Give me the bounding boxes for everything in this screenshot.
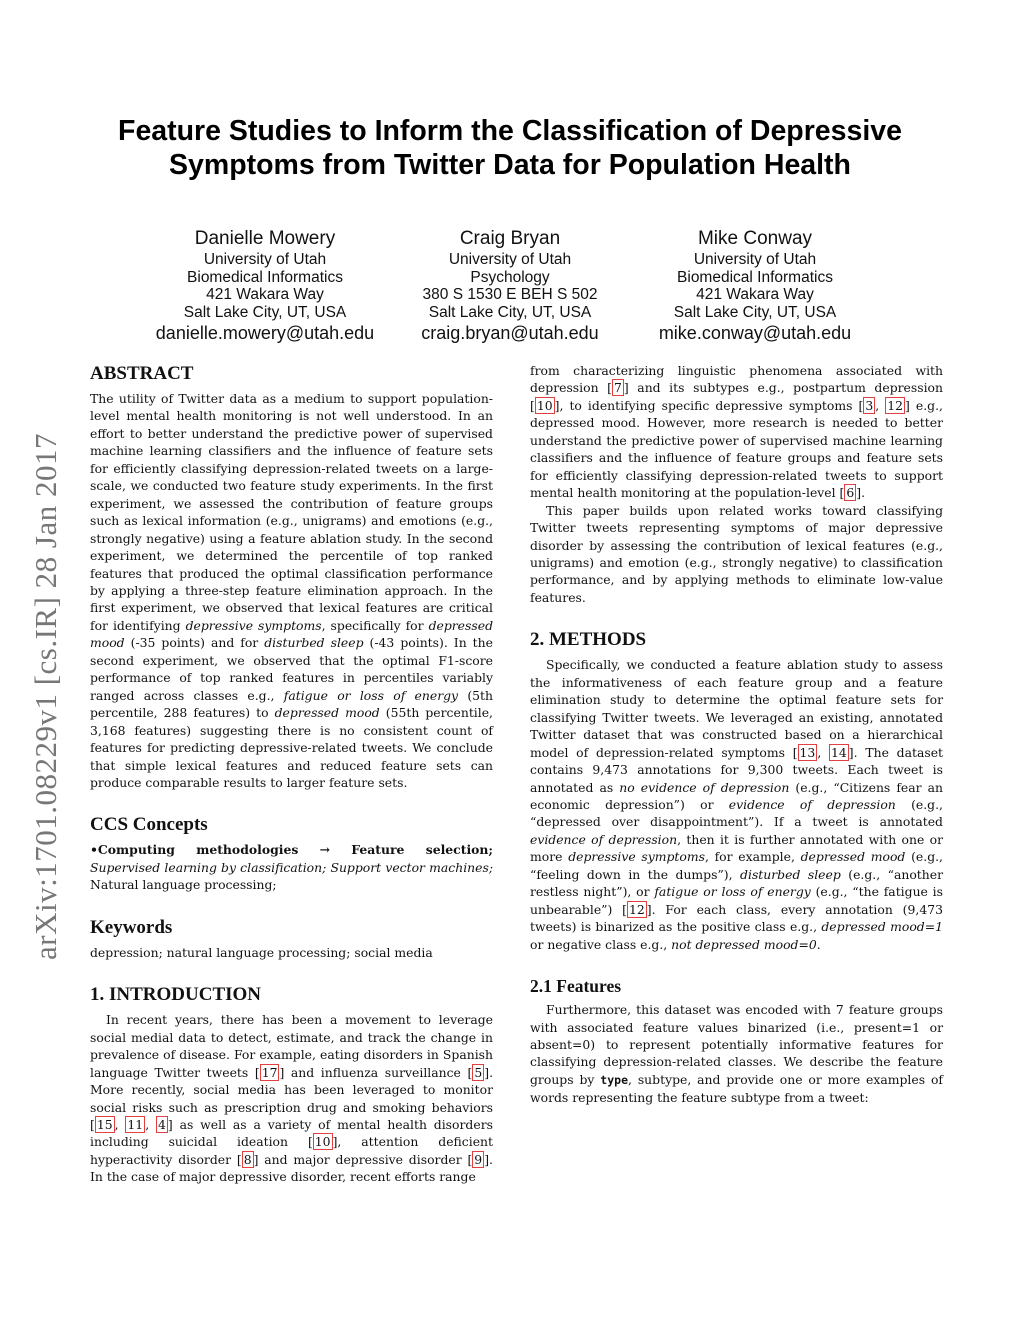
citation-link[interactable]: 12 [629, 901, 645, 917]
keywords-text: depression; natural language processing; social media [90, 944, 433, 960]
author-department: Psychology [470, 268, 550, 286]
ccs-text: •Computing methodologies → Feature selection; Supervised learning by classification; Support vector machines; Natural language processing; [90, 842, 493, 893]
methods-heading: 2. METHODS [530, 629, 647, 651]
left-column [90, 362, 493, 1186]
citation-link[interactable]: 5 [474, 1064, 483, 1080]
author-name: Danielle Mowery [194, 228, 336, 249]
citation-link[interactable]: 3 [865, 397, 874, 413]
author-university: University of Utah [693, 251, 817, 268]
citation-link[interactable]: 14 [831, 744, 847, 760]
author-street: 380 S 1530 E BEH S 502 [422, 286, 598, 303]
citation-link[interactable]: 8 [243, 1151, 252, 1167]
citation-link[interactable]: 11 [127, 1116, 144, 1132]
keywords-heading: Keywords [90, 916, 173, 938]
author-name: Mike Conway [697, 228, 813, 249]
citation-link[interactable]: 12 [887, 397, 904, 413]
right-column [530, 362, 943, 1107]
citation-link[interactable]: 9 [474, 1151, 483, 1167]
author-university: University of Utah [448, 251, 572, 268]
author-city: Salt Lake City, UT, USA [183, 303, 347, 321]
author-name: Craig Bryan [459, 228, 561, 249]
arxiv-identifier: arXiv:1701.08229v1 [cs.IR] 28 Jan 2017 [28, 433, 63, 960]
methods-text: Specifically, we conducted a feature ablation study to assess the informativeness of each feature group and a feature elimination study to determine the optimal feature sets for classifying Twitter tweets. We leveraged an existing, annotated Twitter dataset that was constructed based on a hierarchical model of depression-related symptoms [ 13 , 14 ]. The dataset contains 9,473 annotations for 9,300 tweets. Each tweet is annotated as no evidence of depression (e.g., “Citizens fear an economic depression”) or evidence of depression (e.g., “depressed over disappointment”). If a tweet is annotated evidence of depression, then it is further annotated with one or more depressive symptoms, for example, depressed mood (e.g., “feeling down in the dumps”), disturbed sleep (e.g., “another restless night”), or fatigue or loss of energy (e.g., “the fatigue is unbearable”) [ 12 ]. For each class, every annotation (9,473 tweets) is binarized as the positive class e.g., depressed mood=1 or negative class e.g., not depressed mood=0. [530, 657, 944, 952]
abstract-heading: ABSTRACT [90, 363, 194, 384]
introduction-text: In recent years, there has been a movement to leverage social medial data to detect, estimate, and track the change in prevalence of disease. For example, eating disorders in Spanish language Twitter tweets [ 17 ] and influenza surveillance [ 5 ]. More recently, social media has been leveraged to monitor social risks such as prescription drug and smoking behaviors [ 15 , 11 , 4 ] as well as a variety of mental health disorders including suicidal ideation [ 10 ], attention deficient hyperactivity disorder [ 8 ] and major depressive disorder [ 9 ]. In the case of major depressive disorder, recent efforts range [90, 1012, 494, 1185]
citation-link[interactable]: 10 [314, 1134, 331, 1150]
features-heading: 2.1 Features [530, 976, 622, 997]
citation-link[interactable]: 17 [261, 1064, 278, 1080]
ccs-heading: CCS Concepts [90, 814, 208, 836]
citation-link[interactable]: 10 [536, 397, 553, 413]
abstract-text: The utility of Twitter data as a medium to support population-level mental health monitoring is not well understood. In an effort to better understand the predictive power of supervised machine learning classifiers and the influence of feature sets for efficiently classifying depression-related tweets on a large-scale, we conducted two feature study experiments. In the first experiment, we assessed the contribution of feature groups such as lexical information (e.g., unigrams) and emotions (e.g., strongly negative) using a feature ablation study. In the second experiment, we determined the percentile of top ranked features that produced the optimal classification performance by applying a three-step feature elimination approach. In the first experiment, we observed that lexical features are critical for identifying depressive symptoms, specifically for depressed mood (-35 points) and for disturbed sleep (-43 points). In the second experiment, we observed that the optimal F1-score performance of top ranked features in percentiles variably ranged across classes e.g., fatigue or loss of energy (5th percentile, 288 features) to depressed mood (55th percentile, 3,168 features) suggesting there is no consistent count of features for predicting depressive-related tweets. We conclude that simple lexical features and reduced feature sets can produce comparable results to larger feature sets. [90, 391, 494, 790]
author-email[interactable]: danielle.mowery@utah.edu [155, 323, 375, 343]
author-city: Salt Lake City, UT, USA [673, 303, 837, 321]
author-street: 421 Wakara Way [206, 286, 324, 303]
author-email[interactable]: mike.conway@utah.edu [658, 323, 852, 343]
author-university: University of Utah [203, 251, 327, 268]
citation-link[interactable]: 13 [799, 744, 816, 760]
author-email[interactable]: craig.bryan@utah.edu [421, 323, 599, 343]
author-1 [130, 227, 400, 345]
author-department: Biomedical Informatics [677, 268, 833, 286]
introduction-continued: from characterizing linguistic phenomena associated with depression [ 7 ] and its subtypes e.g., postpartum depression [ 10 ], to identifying specific depressive symptoms [ 3 , 12 ] e.g., depressed mood. However, more research is needed to better understand the predictive power of supervised machine learning classifiers and the influence of feature groups and feature sets for efficiently classifying depression-related tweets to support mental health monitoring at the population-level [ 6 ]. [530, 363, 944, 501]
author-street: 421 Wakara Way [696, 286, 814, 303]
citation-link[interactable]: 15 [96, 1116, 113, 1132]
title-line-2: Symptoms from Twitter Data for Population Health [169, 149, 851, 181]
features-text: Furthermore, this dataset was encoded with 7 feature groups with associated feature values binarized (i.e., present=1 or absent=0) to represent potentially informative features for classifying depression-related classes. We describe the feature groups by type, subtype, and provide one or more examples of words representing the feature subtype from a tweet: [530, 1002, 944, 1106]
author-2 [375, 227, 645, 345]
introduction-heading: 1. INTRODUCTION [90, 984, 262, 1006]
citation-link[interactable]: 4 [158, 1116, 166, 1132]
citation-link[interactable]: 7 [614, 380, 622, 396]
paper-title [60, 114, 960, 182]
author-city: Salt Lake City, UT, USA [428, 303, 592, 321]
author-department: Biomedical Informatics [187, 268, 343, 286]
title-line-1: Feature Studies to Inform the Classification of Depressive [118, 115, 902, 147]
citation-link[interactable]: 6 [846, 485, 855, 501]
author-3 [620, 227, 890, 345]
introduction-paragraph-2: This paper builds upon related works toward classifying Twitter tweets representing symptoms of major depressive disorder by assessing the contribution of lexical features (e.g., unigrams) and emotion (e.g., strongly negative) to classification performance, and by applying methods to eliminate low-value features. [530, 502, 943, 605]
